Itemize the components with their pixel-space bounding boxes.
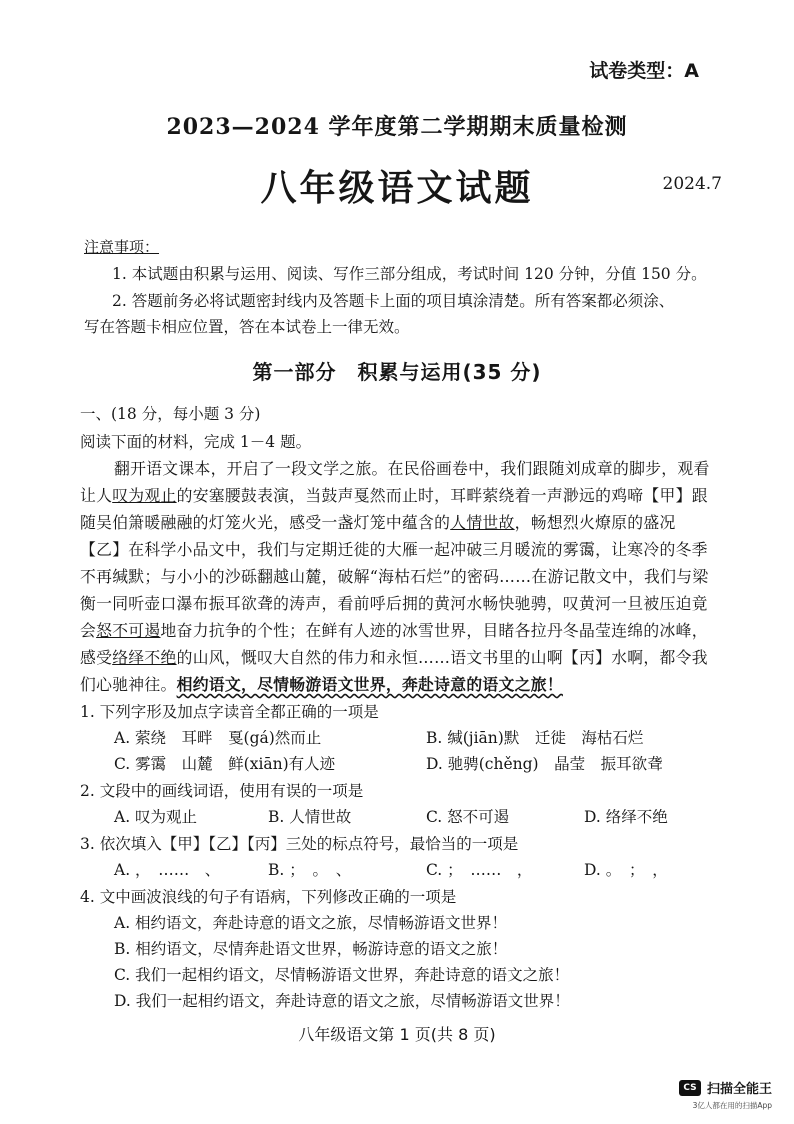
- notice-line-2b: 写在答题卡相应位置，答在本试卷上一律无效。: [84, 318, 410, 336]
- page-footer: 八年级语文第 1 页(共 8 页): [298, 1025, 496, 1044]
- question-1-option-a: A. 萦绕 耳畔 戛(gá)然而止: [114, 729, 322, 747]
- question-1-option-c: C. 雾霭 山麓 鲜(xiān)有人迹: [114, 755, 336, 773]
- section-instruction: 阅读下面的材料，完成 1－4 题。: [80, 433, 312, 451]
- question-4-option-a: A. 相约语文，奔赴诗意的语文之旅，尽情畅游语文世界！: [114, 914, 508, 932]
- passage-line: 【乙】在科学小品文中，我们与定期迁徙的大雁一起冲破三月暖流的雾霭，让寒冷的冬季: [80, 540, 708, 559]
- question-3-option-b: B. ； 。 、: [268, 861, 352, 879]
- passage-line: 会怒不可遏地奋力抗争的个性；在鲜有人迹的冰雪世界，目睹各拉丹冬晶莹连绵的冰峰，: [80, 621, 708, 640]
- passage-line: 衡一同听壶口瀑布振耳欲聋的涛声，看前呼后拥的黄河水畅快驰骋，叹黄河一旦被压迫竟: [80, 594, 708, 613]
- watermark-tagline: 3亿人都在用的扫描App: [692, 1101, 772, 1110]
- notice-line-2a: 2. 答题前务必将试题密封线内及答题卡上面的项目填涂清楚。所有答案都必须涂、: [112, 292, 675, 310]
- notice-line-1: 1. 本试题由积累与运用、阅读、写作三部分组成，考试时间 120 分钟，分值 150 分。: [112, 265, 707, 283]
- question-3-stem: 3. 依次填入【甲】【乙】【丙】三处的标点符号，最恰当的一项是: [80, 835, 519, 853]
- exam-type-label: 试卷类型：A: [589, 60, 699, 82]
- question-3-option-a: A. ， …… 、: [114, 861, 221, 879]
- scanner-watermark: [679, 1078, 772, 1097]
- passage-line: 不再缄默；与小小的沙砾翻越山麓，破解“海枯石烂”的密码……在游记散文中，我们与梁: [80, 567, 709, 586]
- question-2-option-c: C. 怒不可遏: [426, 808, 510, 826]
- term-heading: 2023—2024 学年度第二学期期末质量检测: [166, 114, 628, 140]
- passage-line: 让人叹为观止的安塞腰鼓表演，当鼓声戛然而止时，耳畔萦绕着一声渺远的鸡啼【甲】跟: [80, 486, 708, 505]
- underlined-phrase: 络绎不绝: [112, 648, 177, 667]
- question-4-option-c: C. 我们一起相约语文，尽情畅游语文世界，奔赴诗意的语文之旅！: [114, 966, 570, 984]
- question-4-option-d: D. 我们一起相约语文，奔赴诗意的语文之旅，尽情畅游语文世界！: [114, 992, 570, 1010]
- passage-line: 翻开语文课本，开启了一段文学之旅。在民俗画卷中，我们跟随刘成章的脚步，观看: [114, 459, 710, 478]
- question-2-option-b: B. 人情世故: [268, 808, 352, 826]
- question-4-stem: 4. 文中画波浪线的句子有语病，下列修改正确的一项是: [80, 888, 457, 906]
- notice-title: 注意事项：: [84, 238, 160, 256]
- exam-date: 2024.7: [662, 174, 722, 194]
- question-3-option-d: D. 。 ； ，: [584, 861, 668, 879]
- part-title: 第一部分 积累与运用(35 分): [252, 360, 542, 384]
- page-title: 八年级语文试题: [260, 168, 534, 209]
- question-1-stem: 1. 下列字形及加点字读音全都正确的一项是: [80, 703, 379, 721]
- passage-line: 们心驰神往。相约语文，尽情畅游语文世界，奔赴诗意的语文之旅！: [80, 675, 563, 694]
- question-1-option-b: B. 缄(jiān)默 迁徙 海枯石烂: [426, 729, 644, 747]
- underlined-phrase: 怒不可遏: [96, 621, 161, 640]
- question-2-option-a: A. 叹为观止: [114, 808, 198, 826]
- wavy-underlined-sentence: 相约语文，尽情畅游语文世界，奔赴诗意的语文之旅！: [176, 675, 563, 694]
- watermark-app-name: 扫描全能王: [706, 1082, 772, 1097]
- question-1-option-d: D. 驰骋(chěng) 晶莹 振耳欲聋: [426, 755, 663, 773]
- question-2-option-d: D. 络绎不绝: [584, 808, 668, 826]
- passage-line: 感受络绎不绝的山风，慨叹大自然的伟力和永恒……语文书里的山啊【丙】水啊，都令我: [80, 648, 708, 667]
- section-title: 一、(18 分，每小题 3 分): [80, 405, 261, 423]
- underlined-phrase: 人情世故: [450, 513, 515, 532]
- underlined-phrase: 叹为观止: [112, 486, 177, 505]
- question-2-stem: 2. 文段中的画线词语，使用有误的一项是: [80, 782, 364, 800]
- question-4-option-b: B. 相约语文，尽情奔赴语文世界，畅游诗意的语文之旅！: [114, 940, 508, 958]
- passage-line: 随吴伯箫暖融融的灯笼火光，感受一盏灯笼中蕴含的人情世故，畅想烈火燎原的盛况: [80, 513, 676, 532]
- question-3-option-c: C. ； …… ，: [426, 861, 533, 879]
- camscanner-logo-icon: CS: [679, 1080, 701, 1096]
